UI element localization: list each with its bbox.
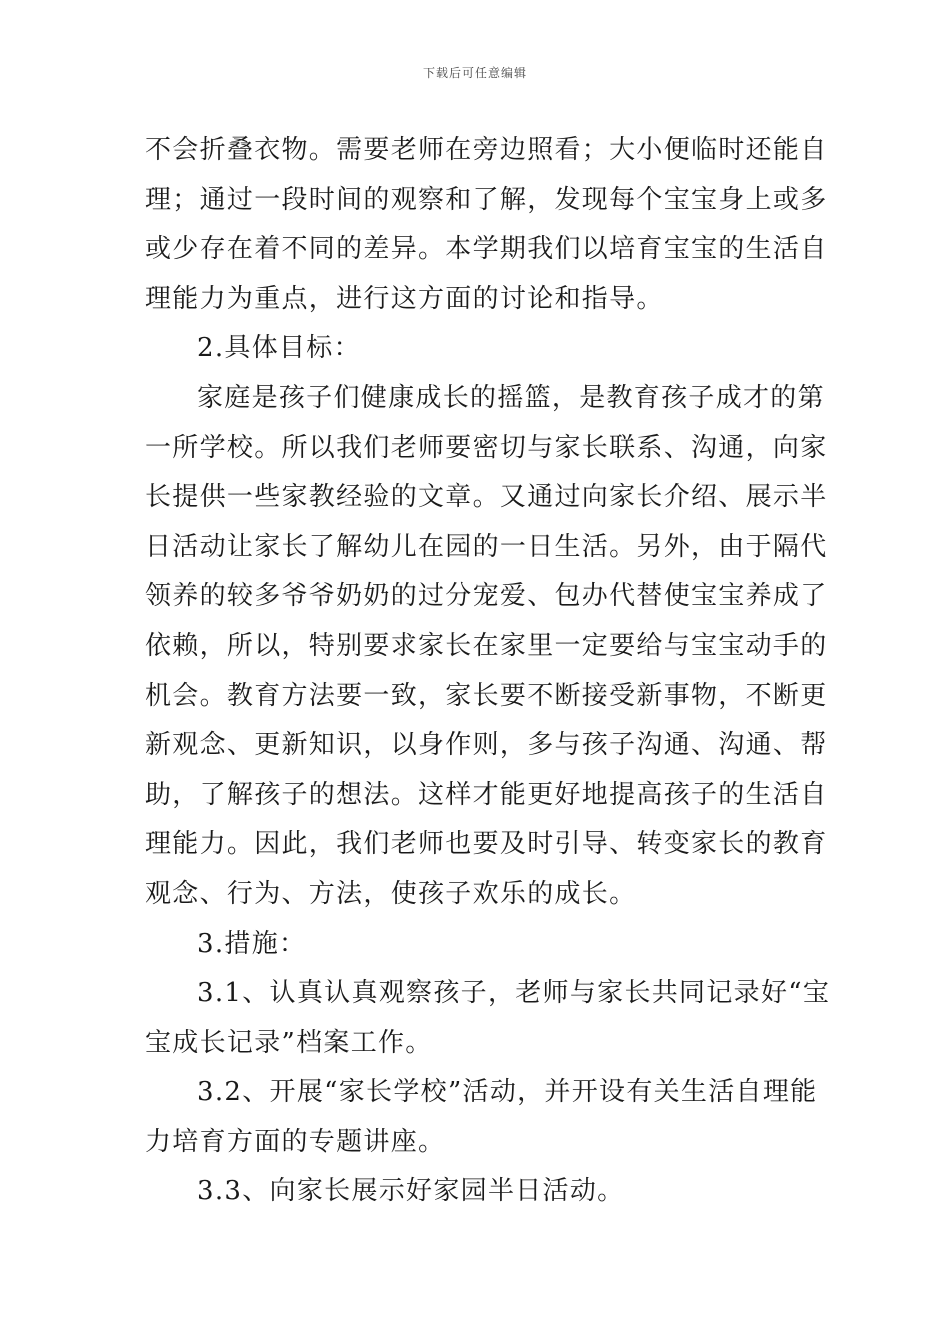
text-line: 长提供一些家教经验的文章。又通过向家长介绍、展示半 [145, 482, 828, 513]
text-line: 3.措施： [197, 928, 307, 959]
text-line: 3.3、向家长展示好家园半日活动。 [197, 1176, 625, 1207]
text-line: 理；通过一段时间的观察和了解，发现每个宝宝身上或多 [145, 184, 828, 215]
text-line: 宝成长记录”档案工作。 [145, 1027, 433, 1058]
text-line: 家庭是孩子们健康成长的摇篮，是教育孩子成才的第 [197, 382, 825, 413]
page-header: 下载后可任意编辑 [422, 66, 527, 80]
text-line: 新观念、更新知识，以身作则，多与孩子沟通、沟通、帮 [145, 730, 828, 761]
text-line: 领养的较多爷爷奶奶的过分宠爱、包办代替使宝宝养成了 [145, 581, 828, 612]
text-line: 力培育方面的专题讲座。 [145, 1126, 446, 1157]
text-line: 助，了解孩子的想法。这样才能更好地提高孩子的生活自 [145, 779, 828, 810]
text-line: 或少存在着不同的差异。本学期我们以培育宝宝的生活自 [145, 234, 828, 265]
text-line: 不会折叠衣物。需要老师在旁边照看；大小便临时还能自 [145, 135, 828, 165]
document-body [145, 126, 831, 1217]
text-line: 机会。教育方法要一致，家长要不断接受新事物，不断更 [145, 680, 828, 711]
text-line: 日活动让家长了解幼儿在园的一日生活。另外，由于隔代 [145, 531, 828, 562]
text-line: 一所学校。所以我们老师要密切与家长联系、沟通，向家 [145, 432, 828, 463]
text-line: 2.具体目标： [197, 333, 361, 364]
text-line: 3.2、开展“家长学校”活动，并开设有关生活自理能 [197, 1077, 818, 1108]
text-line: 理能力为重点，进行这方面的讨论和指导。 [145, 283, 664, 314]
text-line: 依赖，所以，特别要求家长在家里一定要给与宝宝动手的 [145, 630, 828, 661]
text-line: 理能力。因此，我们老师也要及时引导、转变家长的教育 [145, 829, 828, 860]
text-line: 3.1、认真认真观察孩子，老师与家长共同记录好“宝 [197, 978, 831, 1009]
text-line: 观念、行为、方法，使孩子欢乐的成长。 [145, 878, 637, 909]
